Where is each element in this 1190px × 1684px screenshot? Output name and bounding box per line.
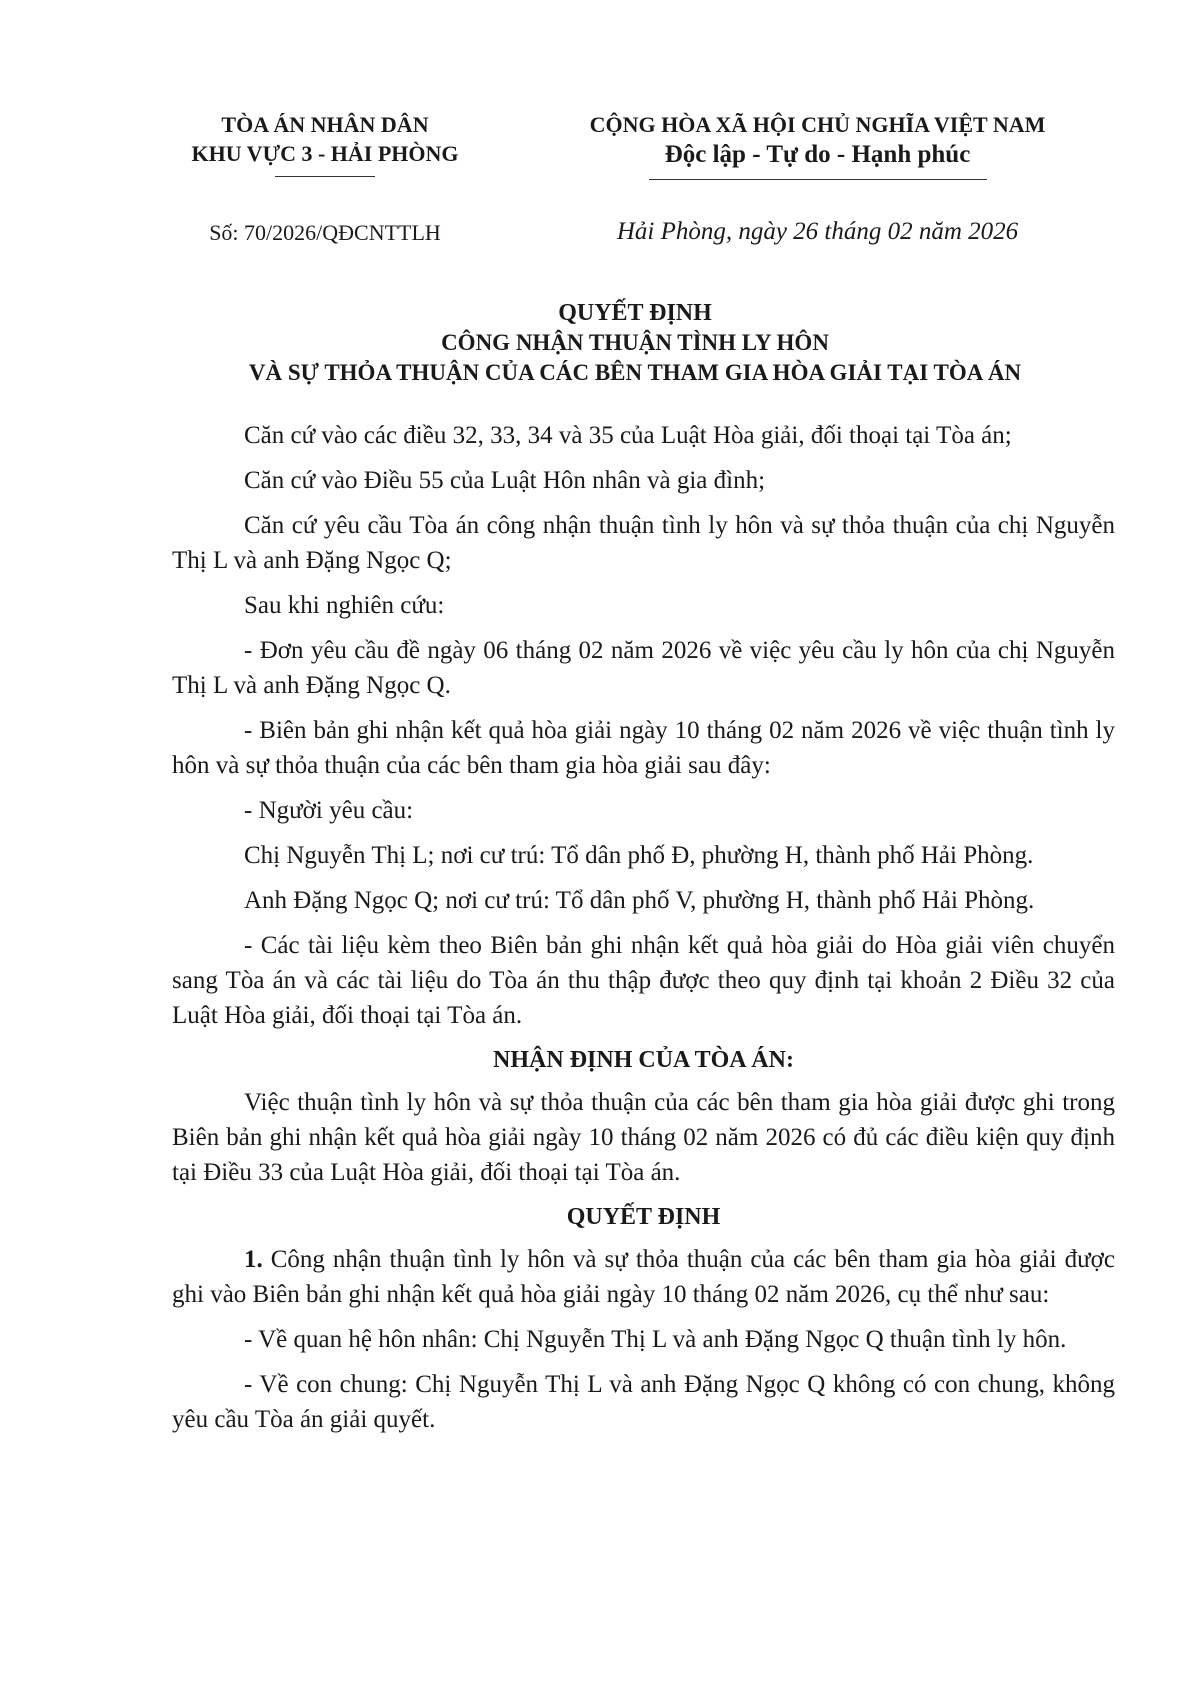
place-and-date: Hải Phòng, ngày 26 tháng 02 năm 2026 [616,218,1019,245]
national-motto: Độc lập - Tự do - Hạnh phúc [664,141,971,168]
petition-item: - Đơn yêu cầu đề ngày 06 tháng 02 năm 2026 về việc yêu cầu ly hôn của chị Nguyễn Thị L và anh Đặng Ngọc Q. [172,637,1115,699]
court-name: TÒA ÁN NHÂN DÂN [221,112,429,137]
title-line-1: QUYẾT ĐỊNH [558,300,712,326]
document-body [172,418,1115,1447]
assessment-heading: NHẬN ĐỊNH CỦA TÒA ÁN: [493,1047,794,1073]
requester-husband: Anh Đặng Ngọc Q; nơi cư trú: Tổ dân phố V, phường H, thành phố Hải Phòng. [244,887,1035,914]
children-decision: - Về con chung: Chị Nguyễn Thị L và anh Đặng Ngọc Q không có con chung, không yêu cầu Tòa án giải quyết. [172,1371,1115,1433]
court-header [175,110,475,177]
requesters-label: - Người yêu cầu: [244,797,414,824]
attached-documents-item: - Các tài liệu kèm theo Biên bản ghi nhận kết quả hòa giải do Hòa giải viên chuyển sang Tòa án và các tài liệu do Tòa án thu thập được theo quy định tại khoản 2 Điều 32 của Luật Hòa giải, đối thoại tại Tòa án. [172,932,1115,1029]
legal-basis-1: Căn cứ vào các điều 32, 33, 34 và 35 của Luật Hòa giải, đối thoại tại Tòa án; [244,422,1012,449]
document-number: Số: 70/2026/QĐCNTTLH [209,220,441,245]
decision-item-number: 1. [244,1246,263,1273]
legal-basis-3: Căn cứ yêu cầu Tòa án công nhận thuận tình ly hôn và sự thỏa thuận của chị Nguyễn Thị L và anh Đặng Ngọc Q; [172,512,1115,574]
motto-underline [649,179,987,180]
assessment-text: Việc thuận tình ly hôn và sự thỏa thuận của các bên tham gia hòa giải được ghi trong Biên bản ghi nhận kết quả hòa giải ngày 10 tháng 02 năm 2026 có đủ các điều kiện quy định tại Điều 33 của Luật Hòa giải, đối thoại tại Tòa án. [172,1089,1115,1186]
decision-item-1-text: Công nhận thuận tình ly hôn và sự thỏa thuận của các bên tham gia hòa giải được ghi vào Biên bản ghi nhận kết quả hòa giải ngày 10 tháng 02 năm 2026, cụ thể như sau: [172,1246,1115,1308]
mediation-record-item: - Biên bản ghi nhận kết quả hòa giải ngày 10 tháng 02 năm 2026 về việc thuận tình ly hôn và sự thỏa thuận của các bên tham gia hòa giải sau đây: [172,717,1115,779]
decision-item-1 [172,1242,1115,1312]
document-title [160,298,1110,388]
marriage-decision: - Về quan hệ hôn nhân: Chị Nguyễn Thị L và anh Đặng Ngọc Q thuận tình ly hôn. [244,1326,1067,1353]
title-line-3: VÀ SỰ THỎA THUẬN CỦA CÁC BÊN THAM GIA HÒA GIẢI TẠI TÒA ÁN [248,360,1022,385]
national-header [560,110,1075,180]
nation-name: CỘNG HÒA XÃ HỘI CHỦ NGHĨA VIỆT NAM [589,112,1046,137]
court-header-underline [275,176,375,177]
decision-heading: QUYẾT ĐỊNH [566,1204,721,1230]
legal-basis-2: Căn cứ vào Điều 55 của Luật Hôn nhân và gia đình; [244,467,766,494]
court-region: KHU VỰC 3 - HẢI PHÒNG [191,141,459,166]
title-line-2: CÔNG NHẬN THUẬN TÌNH LY HÔN [441,330,829,355]
requester-wife: Chị Nguyễn Thị L; nơi cư trú: Tổ dân phố Đ, phường H, thành phố Hải Phòng. [244,842,1034,869]
after-review: Sau khi nghiên cứu: [244,592,445,619]
